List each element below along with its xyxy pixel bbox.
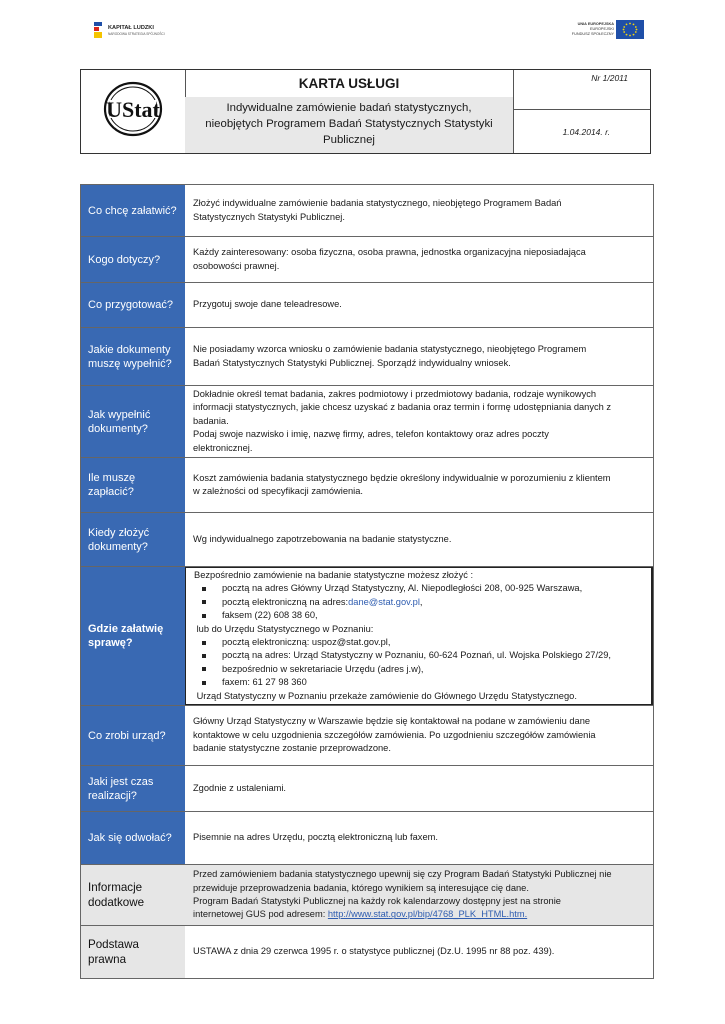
list-item-text: pocztą elektroniczną na adres: (222, 596, 349, 607)
value-line: Koszt zamówienia badania statystycznego będzie określony indywidualnie w porozumieniu z klientem (193, 472, 611, 483)
value-line: elektronicznej. (193, 442, 253, 453)
service-card-header (80, 69, 651, 154)
table-row (81, 765, 653, 811)
bullet-icon (202, 587, 206, 591)
table-row (81, 327, 653, 385)
value-line: w zależności od specyfikacji zamówienia. (193, 486, 363, 496)
eu-logo-text (572, 22, 614, 37)
list-item-text: faxem: 61 27 98 360 (222, 677, 307, 688)
value-line: badanie statystyczne zostanie przeprowadzone. (193, 743, 391, 754)
list-item (194, 663, 643, 676)
link-prefix: internetowej GUS pod adresem: (193, 909, 328, 920)
eu-logo (560, 20, 644, 42)
subtitle-line: Publicznej (323, 134, 375, 146)
card-number: Nr 1/2011 (513, 70, 650, 110)
table-row (81, 811, 653, 864)
ustat-logo-cell (81, 70, 186, 153)
row-value (185, 926, 653, 978)
value-line: Przed zamówieniem badania statystycznego upewnij się czy Program Badań Statystyki Publicznej nie (193, 869, 612, 880)
row-label: Podstawa prawna (81, 926, 185, 978)
ustat-logo-icon (101, 76, 165, 148)
kapital-ludzki-title: KAPITAŁ LUDZKI (108, 25, 154, 31)
list-item (194, 649, 643, 662)
value-line: lub do Urzędu Statystycznego w Poznaniu: (194, 623, 374, 634)
bullet-icon (202, 641, 206, 645)
list-item (194, 609, 643, 622)
value-line: Program Badań Statystyki Publicznej na każdy rok kalendarzowy dostępny jest na stronie (193, 896, 561, 906)
service-details-table (80, 184, 654, 979)
row-label: Gdzie załatwię sprawę? (81, 567, 185, 705)
table-row (81, 457, 653, 512)
header-meta-cell (513, 70, 650, 153)
row-label: Co przygotować? (81, 283, 185, 327)
eu-logo-line2: EUROPEJSKI (589, 27, 614, 31)
eu-flag-icon (616, 20, 644, 39)
value-line: Podaj swoje nazwisko i imię, nazwę firmy, adres, telefon kontaktowy oraz adres poczty (193, 429, 549, 440)
value-line: Wg indywidualnego zapotrzebowania na badanie statystyczne. (193, 533, 452, 544)
bullet-icon (202, 654, 206, 658)
header-title-cell (185, 70, 514, 153)
card-date: 1.04.2014. r. (562, 127, 610, 137)
row-value (185, 865, 653, 925)
svg-text:UStat: UStat (106, 97, 160, 122)
row-value (185, 766, 653, 811)
value-line: Nie posiadamy wzorca wniosku o zamówienie badania statystycznego, nieobjętego Programem (193, 344, 587, 355)
row-label: Kiedy złożyć dokumenty? (81, 513, 185, 566)
list-item-text: pocztą na adres: Urząd Statystyczny w Poznaniu, 60-624 Poznań, ul. Wojska Polskiego 27/29, (222, 650, 611, 661)
kapital-ludzki-logo (92, 20, 165, 42)
row-value (185, 185, 653, 236)
list-item (194, 676, 643, 689)
kapital-ludzki-mark-icon (92, 20, 104, 40)
list-item-text: bezpośrednio w sekretariacie Urzędu (adres j.w), (222, 663, 424, 674)
list-item (194, 582, 643, 595)
subtitle-line: nieobjętych Programem Badań Statystycznych Statystyki (205, 118, 493, 130)
value-line: badania. (193, 415, 229, 426)
list-item-text: pocztą na adres Główny Urząd Statystyczny, Al. Niepodległości 208, 00-925 Warszawa, (222, 583, 583, 594)
row-label: Jak wypełnić dokumenty? (81, 386, 185, 457)
value-line: przewiduje przeprowadzenia badania, którego wynikiem są interesujące cię dane. (193, 882, 529, 893)
value-line: Zgodnie z ustaleniami. (193, 782, 287, 793)
row-value (185, 283, 653, 327)
kapital-ludzki-subtitle: NARODOWA STRATEGIA SPÓJNOŚCI (108, 32, 165, 36)
table-row (81, 925, 653, 978)
row-value (185, 237, 653, 282)
table-row (81, 864, 653, 925)
value-line (193, 908, 645, 921)
row-value (185, 386, 653, 457)
table-row (81, 512, 653, 566)
row-label: Jaki jest czas realizacji? (81, 766, 185, 811)
row-label: Kogo dotyczy? (81, 237, 185, 282)
list-item-text: , (419, 596, 423, 607)
value-line: Statystycznych Statystyki Publicznej. (193, 211, 345, 222)
row-label: Jakie dokumenty muszę wypełnić? (81, 328, 185, 385)
table-row (81, 385, 653, 457)
row-label: Informacje dodatkowe (81, 865, 185, 925)
value-line: Urząd Statystyczny w Poznaniu przekaże zamówienie do Głównego Urzędu Statystycznego. (194, 690, 577, 701)
table-row (81, 705, 653, 765)
table-row (81, 282, 653, 327)
value-line: Każdy zainteresowany: osoba fizyczna, osoba prawna, jednostka organizacyjna nieposiadająca (193, 247, 586, 258)
row-label: Co chcę załatwić? (81, 185, 185, 236)
row-value (185, 513, 653, 566)
value-line: Pisemnie na adres Urzędu, pocztą elektroniczną lub faxem. (193, 832, 438, 843)
value-line: Bezpośrednio zamówienie na badanie statystyczne możesz złożyć : (194, 569, 474, 580)
row-value (185, 567, 653, 705)
value-line: USTAWA z dnia 29 czerwca 1995 r. o statystyce publicznej (Dz.U. 1995 nr 88 poz. 439). (193, 946, 555, 957)
gus-program-link[interactable]: http://www.stat.gov.pl/bip/4768_PLK_HTML.htm. (327, 909, 528, 920)
table-row (81, 185, 653, 236)
eu-logo-line3: FUNDUSZ SPOŁECZNY (571, 32, 614, 36)
value-line: informacji statystycznych, jakie chcesz uzyskać z badania oraz termin i formę udostępniania danych z (193, 402, 612, 413)
list-item (194, 636, 643, 649)
table-row (81, 236, 653, 282)
bullet-icon (202, 667, 206, 671)
value-line: kontaktowe w celu uzgodnienia szczegółów zamówienia. Po uzgodnieniu szczegółów zamówienia (193, 729, 596, 740)
list-item (194, 596, 643, 609)
bullet-icon (202, 614, 206, 618)
row-label: Ile muszę zapłacić? (81, 458, 185, 512)
table-row (81, 566, 653, 705)
page-title: KARTA USŁUGI (185, 70, 513, 98)
value-line: Badań Statystycznych Statystyki Publicznej. Sporządź indywidualny wniosek. (193, 357, 511, 368)
bullet-icon (202, 600, 206, 604)
value-line: Dokładnie określ temat badania, zakres podmiotowy i przedmiotowy badania, rodzaje wynikowych (193, 388, 597, 399)
row-label: Co zrobi urząd? (81, 706, 185, 765)
row-value (185, 706, 653, 765)
row-value (185, 458, 653, 512)
eu-logo-line1: UNIA EUROPEJSKA (577, 22, 614, 26)
list-item-text: pocztą elektroniczną: uspoz@stat.gov.pl, (222, 637, 391, 647)
row-value (185, 812, 653, 864)
page-subtitle (185, 97, 513, 153)
value-line: Złożyć indywidualne zamówienie badania statystycznego, nieobjętego Programem Badań (193, 198, 562, 209)
row-label: Jak się odwołać? (81, 812, 185, 864)
value-line: Główny Urząd Statystyczny w Warszawie będzie się kontaktował na podane w zamówieniu dane (193, 716, 591, 727)
email-link[interactable]: dane@stat.gov.pl (348, 596, 420, 607)
value-line: Przygotuj swoje dane teleadresowe. (193, 299, 342, 310)
bullet-icon (202, 681, 206, 685)
row-value (185, 328, 653, 385)
subtitle-line: Indywidualne zamówienie badań statystycznych, (226, 102, 472, 114)
value-line: osobowości prawnej. (193, 260, 280, 271)
list-item-text: faksem (22) 608 38 60, (222, 610, 318, 621)
